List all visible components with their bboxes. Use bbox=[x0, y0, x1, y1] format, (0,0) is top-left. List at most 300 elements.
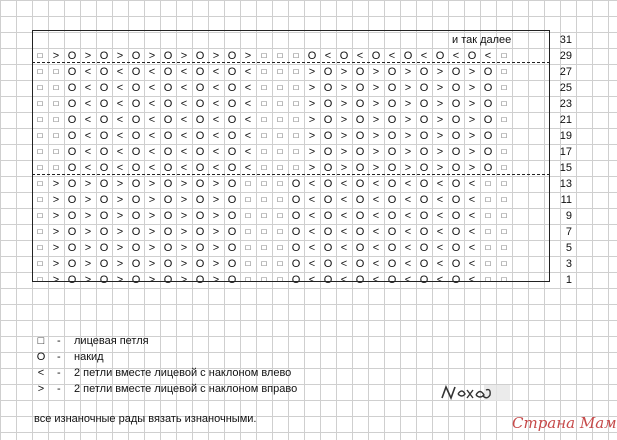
k2tog-right-cell: > bbox=[308, 162, 316, 174]
k2tog-right-cell: > bbox=[308, 130, 316, 142]
yarn-over-cell: O bbox=[99, 82, 109, 94]
k2tog-right-cell: > bbox=[436, 146, 444, 158]
yarn-over-cell: O bbox=[99, 146, 109, 158]
k2tog-left-cell: < bbox=[324, 50, 332, 62]
k2tog-right-cell: > bbox=[84, 242, 92, 254]
yarn-over-cell: O bbox=[131, 82, 141, 94]
k2tog-left-cell: < bbox=[180, 130, 188, 142]
yarn-over-cell: O bbox=[67, 82, 77, 94]
yarn-over-cell: O bbox=[323, 210, 333, 222]
knit-stitch-cell: □ bbox=[485, 243, 491, 252]
yarn-over-cell: O bbox=[131, 146, 141, 158]
k2tog-left-cell: < bbox=[148, 146, 156, 158]
legend-text: лицевая петля bbox=[74, 335, 149, 347]
yarn-over-cell: O bbox=[131, 274, 141, 286]
k2tog-left-cell: < bbox=[436, 242, 444, 254]
yarn-over-cell: O bbox=[291, 178, 301, 190]
yarn-over-cell: O bbox=[227, 178, 237, 190]
k2tog-right-cell: > bbox=[52, 194, 60, 206]
yarn-over-cell: O bbox=[163, 194, 173, 206]
knit-stitch-cell: □ bbox=[277, 195, 283, 204]
yarn-over-cell: O bbox=[67, 242, 77, 254]
k2tog-left-cell: < bbox=[372, 274, 380, 286]
knit-stitch-cell: □ bbox=[277, 211, 283, 220]
yarn-over-cell: O bbox=[355, 258, 365, 270]
k2tog-left-cell: < bbox=[180, 98, 188, 110]
yarn-over-cell: O bbox=[163, 242, 173, 254]
k2tog-right-cell: > bbox=[180, 274, 188, 286]
k2tog-left-cell: < bbox=[212, 162, 220, 174]
yarn-over-cell: O bbox=[99, 210, 109, 222]
yarn-over-cell: O bbox=[419, 162, 429, 174]
knit-stitch-cell: □ bbox=[277, 227, 283, 236]
row-number: 1 bbox=[565, 274, 572, 286]
yarn-over-cell: O bbox=[467, 50, 477, 62]
yarn-over-cell: O bbox=[163, 226, 173, 238]
k2tog-left-cell: < bbox=[84, 114, 92, 126]
k2tog-left-cell: < bbox=[356, 50, 364, 62]
k2tog-right-cell: > bbox=[84, 226, 92, 238]
yarn-over-cell: O bbox=[483, 66, 493, 78]
k2tog-right-cell: > bbox=[84, 50, 92, 62]
k2tog-right-cell: > bbox=[84, 258, 92, 270]
knit-stitch-cell: □ bbox=[501, 195, 507, 204]
yarn-over-cell: O bbox=[163, 274, 173, 286]
knit-stitch-cell: □ bbox=[53, 147, 59, 156]
k2tog-left-cell: < bbox=[84, 146, 92, 158]
yarn-over-cell: O bbox=[99, 130, 109, 142]
yarn-over-cell: O bbox=[451, 114, 461, 126]
yarn-over-cell: O bbox=[291, 194, 301, 206]
knit-stitch-cell: □ bbox=[277, 243, 283, 252]
k2tog-right-cell: > bbox=[404, 130, 412, 142]
yarn-over-cell: O bbox=[419, 130, 429, 142]
k2tog-left-cell: < bbox=[116, 146, 124, 158]
k2tog-left-cell: < bbox=[436, 274, 444, 286]
yarn-over-cell: O bbox=[227, 242, 237, 254]
legend-dash: - bbox=[57, 367, 61, 379]
knit-stitch-cell: □ bbox=[245, 243, 251, 252]
knit-stitch-cell: □ bbox=[501, 99, 507, 108]
k2tog-left-cell: < bbox=[244, 82, 252, 94]
yarn-over-cell: O bbox=[163, 82, 173, 94]
k2tog-right-cell: > bbox=[116, 210, 124, 222]
knit-stitch-cell: □ bbox=[501, 211, 507, 220]
k2tog-right-cell: > bbox=[404, 82, 412, 94]
k2tog-left-cell: < bbox=[84, 82, 92, 94]
k2tog-right-cell: > bbox=[84, 178, 92, 190]
k2tog-left-cell: < bbox=[372, 178, 380, 190]
k2tog-left-cell: < bbox=[308, 242, 316, 254]
k2tog-left-cell: < bbox=[372, 242, 380, 254]
yarn-over-cell: O bbox=[355, 242, 365, 254]
k2tog-right-cell: > bbox=[148, 274, 156, 286]
k2tog-left-cell: < bbox=[340, 226, 348, 238]
knit-stitch-cell: □ bbox=[261, 67, 267, 76]
k2tog-right-cell: > bbox=[404, 114, 412, 126]
yarn-over-cell: O bbox=[227, 146, 237, 158]
k2tog-right-cell: > bbox=[148, 226, 156, 238]
k2tog-right-cell: > bbox=[244, 50, 252, 62]
knit-stitch-cell: □ bbox=[37, 211, 43, 220]
yarn-over-cell: O bbox=[451, 98, 461, 110]
yarn-over-cell: O bbox=[67, 194, 77, 206]
yarn-over-cell: O bbox=[451, 130, 461, 142]
yarn-over-cell: O bbox=[323, 146, 333, 158]
k2tog-right-cell: > bbox=[148, 194, 156, 206]
k2tog-left-cell: < bbox=[116, 114, 124, 126]
knit-stitch-cell: □ bbox=[261, 51, 267, 60]
yarn-over-cell: O bbox=[131, 50, 141, 62]
yarn-over-cell: O bbox=[163, 98, 173, 110]
yarn-over-cell: O bbox=[195, 274, 205, 286]
yarn-over-cell: O bbox=[355, 146, 365, 158]
yarn-over-cell: O bbox=[355, 178, 365, 190]
yarn-over-cell: O bbox=[387, 98, 397, 110]
k2tog-left-cell: < bbox=[180, 162, 188, 174]
knit-stitch-cell: □ bbox=[261, 131, 267, 140]
yarn-over-cell: O bbox=[195, 66, 205, 78]
yarn-over-cell: O bbox=[99, 114, 109, 126]
k2tog-right-cell: > bbox=[340, 114, 348, 126]
knit-stitch-cell: □ bbox=[37, 147, 43, 156]
k2tog-left-cell: < bbox=[468, 274, 476, 286]
k2tog-right-cell: > bbox=[340, 82, 348, 94]
yarn-over-cell: O bbox=[355, 194, 365, 206]
yarn-over-cell: O bbox=[419, 114, 429, 126]
yarn-over-cell: O bbox=[67, 146, 77, 158]
yarn-over-cell: O bbox=[403, 50, 413, 62]
yarn-over-cell: O bbox=[355, 98, 365, 110]
k2tog-right-cell: > bbox=[372, 98, 380, 110]
yarn-over-cell: O bbox=[387, 162, 397, 174]
k2tog-left-cell: < bbox=[436, 258, 444, 270]
k2tog-right-cell: > bbox=[308, 66, 316, 78]
yarn-over-cell: O bbox=[163, 258, 173, 270]
yarn-over-cell: O bbox=[227, 210, 237, 222]
yarn-over-cell: O bbox=[163, 66, 173, 78]
knit-stitch-cell: □ bbox=[293, 147, 299, 156]
knit-stitch-cell: □ bbox=[37, 243, 43, 252]
yarn-over-cell: O bbox=[323, 226, 333, 238]
yarn-over-cell: O bbox=[307, 50, 317, 62]
yarn-over-cell: O bbox=[419, 66, 429, 78]
k2tog-left-cell: < bbox=[148, 162, 156, 174]
knit-stitch-cell: □ bbox=[293, 83, 299, 92]
yarn-over-cell: O bbox=[419, 98, 429, 110]
k2tog-left-cell: < bbox=[244, 146, 252, 158]
knit-stitch-cell: □ bbox=[245, 179, 251, 188]
yarn-over-cell: O bbox=[227, 226, 237, 238]
yarn-over-cell: O bbox=[483, 162, 493, 174]
yarn-over-cell: O bbox=[451, 162, 461, 174]
knit-stitch-icon: □ bbox=[37, 335, 45, 347]
row-number: 23 bbox=[559, 98, 572, 110]
knit-stitch-cell: □ bbox=[245, 259, 251, 268]
knit-stitch-cell: □ bbox=[53, 131, 59, 140]
k2tog-left-cell: < bbox=[180, 146, 188, 158]
k2tog-left-cell: < bbox=[436, 226, 444, 238]
k2tog-left-cell: < bbox=[148, 98, 156, 110]
k2tog-right-cell: > bbox=[468, 162, 476, 174]
k2tog-left-cell: < bbox=[148, 130, 156, 142]
yarn-over-cell: O bbox=[355, 82, 365, 94]
k2tog-right-cell: > bbox=[84, 274, 92, 286]
yarn-over-cell: O bbox=[451, 66, 461, 78]
knit-stitch-cell: □ bbox=[485, 259, 491, 268]
yarn-over-cell: O bbox=[291, 258, 301, 270]
k2tog-right-cell: > bbox=[308, 98, 316, 110]
k2tog-left-cell: < bbox=[340, 258, 348, 270]
k2tog-left-cell: < bbox=[308, 274, 316, 286]
signature-logo bbox=[438, 382, 510, 404]
knit-stitch-cell: □ bbox=[293, 115, 299, 124]
k2tog-left-cell: < bbox=[212, 146, 220, 158]
yarn-over-cell: O bbox=[387, 66, 397, 78]
k2tog-left-cell: < bbox=[212, 114, 220, 126]
yarn-over-cell: O bbox=[99, 98, 109, 110]
k2tog-right-cell: > bbox=[340, 98, 348, 110]
k2tog-right-cell: > bbox=[52, 226, 60, 238]
yarn-over-cell: O bbox=[451, 178, 461, 190]
yarn-over-cell: O bbox=[323, 194, 333, 206]
knit-stitch-cell: □ bbox=[277, 67, 283, 76]
yarn-over-cell: O bbox=[163, 162, 173, 174]
yarn-over-cell: O bbox=[195, 50, 205, 62]
k2tog-right-cell: > bbox=[468, 114, 476, 126]
k2tog-left-cell: < bbox=[212, 82, 220, 94]
yarn-over-cell: O bbox=[131, 226, 141, 238]
yarn-over-icon: O bbox=[36, 351, 46, 363]
yarn-over-cell: O bbox=[451, 242, 461, 254]
k2tog-left-cell: < bbox=[404, 178, 412, 190]
k2tog-right-cell: > bbox=[212, 178, 220, 190]
yarn-over-cell: O bbox=[419, 210, 429, 222]
yarn-over-cell: O bbox=[195, 194, 205, 206]
k2tog-left-cell: < bbox=[436, 178, 444, 190]
yarn-over-cell: O bbox=[131, 162, 141, 174]
yarn-over-cell: O bbox=[451, 146, 461, 158]
k2tog-left-cell: < bbox=[308, 178, 316, 190]
knit-stitch-cell: □ bbox=[37, 179, 43, 188]
k2tog-right-cell: > bbox=[372, 130, 380, 142]
yarn-over-cell: O bbox=[323, 162, 333, 174]
yarn-over-cell: O bbox=[195, 226, 205, 238]
k2tog-left-cell: < bbox=[372, 210, 380, 222]
yarn-over-cell: O bbox=[99, 194, 109, 206]
yarn-over-cell: O bbox=[99, 178, 109, 190]
k2tog-right-cell: > bbox=[52, 242, 60, 254]
k2tog-right-cell: > bbox=[212, 258, 220, 270]
knit-stitch-cell: □ bbox=[37, 227, 43, 236]
yarn-over-cell: O bbox=[99, 258, 109, 270]
k2tog-right-cell: > bbox=[468, 66, 476, 78]
k2tog-right-cell: > bbox=[436, 130, 444, 142]
knit-stitch-cell: □ bbox=[501, 131, 507, 140]
yarn-over-cell: O bbox=[291, 274, 301, 286]
yarn-over-cell: O bbox=[163, 114, 173, 126]
k2tog-left-cell: < bbox=[244, 66, 252, 78]
k2tog-left-cell: < bbox=[148, 114, 156, 126]
k2tog-right-cell: > bbox=[340, 146, 348, 158]
k2tog-left-cell: < bbox=[308, 258, 316, 270]
k2tog-left-cell: < bbox=[372, 226, 380, 238]
yarn-over-cell: O bbox=[131, 258, 141, 270]
k2tog-left-cell: < bbox=[404, 258, 412, 270]
k2tog-left-cell: < bbox=[244, 114, 252, 126]
row-number: 19 bbox=[559, 130, 572, 142]
k2tog-right-cell: > bbox=[52, 50, 60, 62]
yarn-over-cell: O bbox=[419, 146, 429, 158]
yarn-over-cell: O bbox=[291, 210, 301, 222]
knit-stitch-cell: □ bbox=[501, 259, 507, 268]
k2tog-right-cell: > bbox=[52, 274, 60, 286]
k2tog-left-cell: < bbox=[116, 82, 124, 94]
k2tog-right-cell: > bbox=[308, 82, 316, 94]
knit-stitch-cell: □ bbox=[501, 227, 507, 236]
k2tog-right-cell: > bbox=[116, 50, 124, 62]
yarn-over-cell: O bbox=[323, 98, 333, 110]
legend-dash: - bbox=[57, 383, 61, 395]
k2tog-right-cell: > bbox=[436, 162, 444, 174]
row-number: 25 bbox=[559, 82, 572, 94]
yarn-over-cell: O bbox=[227, 274, 237, 286]
k2tog-left-cell: < bbox=[452, 50, 460, 62]
row-number: 9 bbox=[565, 210, 572, 222]
yarn-over-cell: O bbox=[355, 210, 365, 222]
k2tog-right-cell: > bbox=[436, 98, 444, 110]
k2tog-right-cell: > bbox=[340, 66, 348, 78]
k2tog-right-cell: > bbox=[436, 114, 444, 126]
k2tog-left-cell: < bbox=[308, 210, 316, 222]
legend-dash: - bbox=[57, 335, 61, 347]
yarn-over-cell: O bbox=[451, 210, 461, 222]
legend-text: 2 петли вместе лицевой с наклоном вправо bbox=[74, 383, 298, 395]
yarn-over-cell: O bbox=[195, 82, 205, 94]
k2tog-right-cell: > bbox=[180, 258, 188, 270]
knit-stitch-cell: □ bbox=[261, 163, 267, 172]
yarn-over-cell: O bbox=[483, 98, 493, 110]
k2tog-left-cell: < bbox=[84, 162, 92, 174]
knit-stitch-cell: □ bbox=[293, 163, 299, 172]
knit-stitch-cell: □ bbox=[37, 275, 43, 284]
knit-stitch-cell: □ bbox=[53, 163, 59, 172]
watermark-logo: Страна Мам bbox=[512, 414, 617, 432]
yarn-over-cell: O bbox=[195, 258, 205, 270]
k2tog-right-cell: > bbox=[84, 194, 92, 206]
k2tog-left-cell: < bbox=[340, 194, 348, 206]
k2tog-left-cell: < bbox=[180, 82, 188, 94]
k2tog-right-cell: > bbox=[404, 98, 412, 110]
k2tog-right-cell: > bbox=[148, 178, 156, 190]
row-number: 15 bbox=[559, 162, 572, 174]
k2tog-right-cell: > bbox=[148, 50, 156, 62]
yarn-over-cell: O bbox=[387, 146, 397, 158]
yarn-over-cell: O bbox=[67, 274, 77, 286]
knit-stitch-cell: □ bbox=[277, 115, 283, 124]
yarn-over-cell: O bbox=[355, 274, 365, 286]
k2tog-right-cell: > bbox=[340, 130, 348, 142]
k2tog-left-cell: < bbox=[308, 194, 316, 206]
yarn-over-cell: O bbox=[387, 226, 397, 238]
yarn-over-cell: O bbox=[355, 162, 365, 174]
yarn-over-cell: O bbox=[227, 258, 237, 270]
k2tog-left-cell: < bbox=[340, 178, 348, 190]
yarn-over-cell: O bbox=[419, 258, 429, 270]
knit-stitch-cell: □ bbox=[37, 131, 43, 140]
k2tog-right-cell: > bbox=[52, 178, 60, 190]
k2tog-left-cell: < bbox=[372, 258, 380, 270]
k2tog-left-cell: < bbox=[468, 178, 476, 190]
k2tog-right-cell: > bbox=[436, 66, 444, 78]
yarn-over-cell: O bbox=[339, 50, 349, 62]
knit-stitch-cell: □ bbox=[261, 179, 267, 188]
k2tog-right-cell: > bbox=[116, 194, 124, 206]
yarn-over-cell: O bbox=[419, 82, 429, 94]
k2tog-left-cell: < bbox=[212, 98, 220, 110]
k2tog-right-cell: > bbox=[52, 210, 60, 222]
yarn-over-cell: O bbox=[323, 82, 333, 94]
k2tog-right-cell: > bbox=[84, 210, 92, 222]
knit-stitch-cell: □ bbox=[501, 163, 507, 172]
yarn-over-cell: O bbox=[67, 258, 77, 270]
yarn-over-cell: O bbox=[195, 98, 205, 110]
k2tog-right-cell: > bbox=[180, 178, 188, 190]
yarn-over-cell: O bbox=[195, 178, 205, 190]
k2tog-right-cell: > bbox=[116, 274, 124, 286]
k2tog-right-cell: > bbox=[212, 226, 220, 238]
yarn-over-cell: O bbox=[131, 210, 141, 222]
yarn-over-cell: O bbox=[387, 242, 397, 254]
knit-stitch-cell: □ bbox=[293, 67, 299, 76]
k2tog-left-cell: < bbox=[468, 210, 476, 222]
knit-stitch-cell: □ bbox=[261, 99, 267, 108]
k2tog-right-cell: > bbox=[468, 98, 476, 110]
k2tog-left-cell: < bbox=[340, 210, 348, 222]
k2tog-left-cell: < bbox=[468, 258, 476, 270]
k2tog-right-cell: > bbox=[340, 162, 348, 174]
yarn-over-cell: O bbox=[131, 130, 141, 142]
k2tog-left-cell: < bbox=[116, 98, 124, 110]
knit-stitch-cell: □ bbox=[261, 195, 267, 204]
yarn-over-cell: O bbox=[483, 82, 493, 94]
yarn-over-cell: O bbox=[419, 242, 429, 254]
yarn-over-cell: O bbox=[227, 98, 237, 110]
k2tog-right-cell: > bbox=[404, 66, 412, 78]
row-number: 13 bbox=[559, 178, 572, 190]
k2tog-left-cell: < bbox=[404, 274, 412, 286]
yarn-over-cell: O bbox=[387, 210, 397, 222]
knit-stitch-cell: □ bbox=[501, 147, 507, 156]
knit-stitch-cell: □ bbox=[277, 51, 283, 60]
knit-stitch-cell: □ bbox=[277, 179, 283, 188]
k2tog-right-cell: > bbox=[148, 242, 156, 254]
knit-stitch-cell: □ bbox=[485, 179, 491, 188]
k2tog-right-cell: > bbox=[404, 146, 412, 158]
k2tog-right-cell: > bbox=[212, 50, 220, 62]
knit-stitch-cell: □ bbox=[53, 115, 59, 124]
yarn-over-cell: O bbox=[99, 162, 109, 174]
row-number: 29 bbox=[559, 50, 572, 62]
k2tog-left-cell: < bbox=[388, 50, 396, 62]
yarn-over-cell: O bbox=[451, 194, 461, 206]
k2tog-left-cell: < bbox=[180, 66, 188, 78]
row-number: 27 bbox=[559, 66, 572, 78]
yarn-over-cell: O bbox=[67, 130, 77, 142]
knit-stitch-cell: □ bbox=[53, 99, 59, 108]
k2tog-left-cell: < bbox=[244, 98, 252, 110]
yarn-over-cell: O bbox=[323, 66, 333, 78]
